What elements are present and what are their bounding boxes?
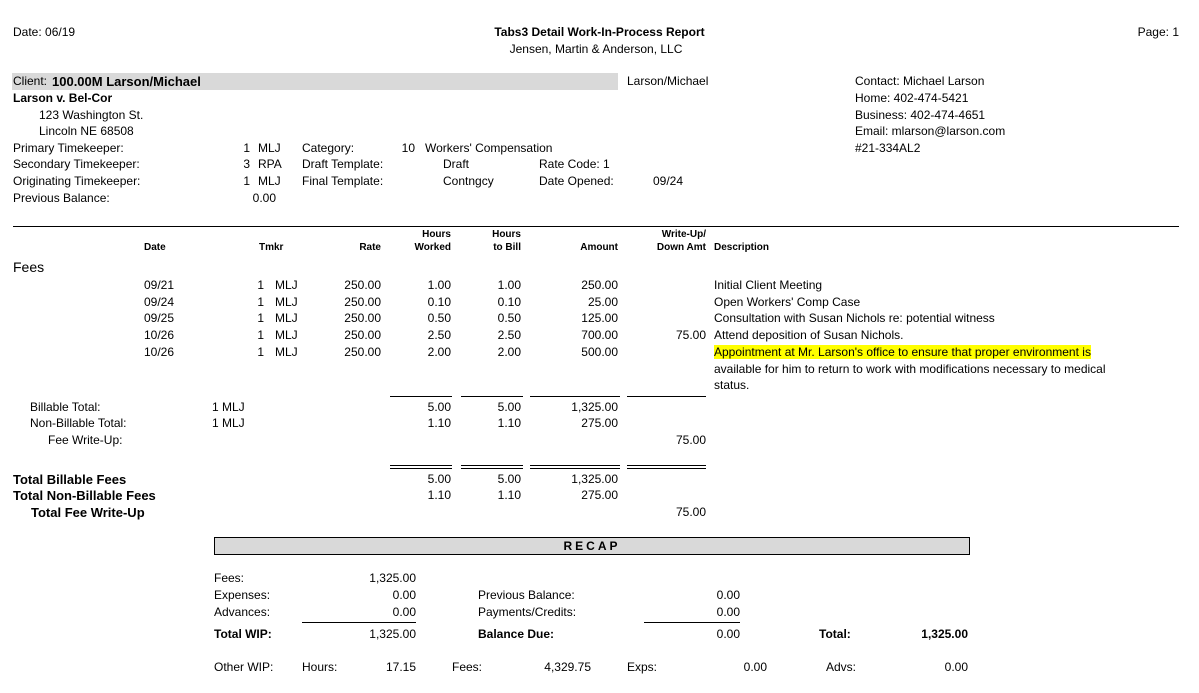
col-hours-bill-1: Hours	[492, 229, 521, 240]
other-wip-label: Other WIP:	[214, 660, 274, 674]
total-rule-amount	[530, 465, 620, 469]
contact: Contact: Michael Larson	[855, 74, 985, 88]
nonbillable-total-label: Non-Billable Total:	[30, 416, 127, 430]
fee-tk-code: MLJ	[275, 344, 298, 359]
col-writeup-2: Down Amt	[656, 242, 706, 253]
recap-balance-due-label: Balance Due:	[478, 627, 555, 641]
fee-tk-num: 1	[257, 294, 264, 309]
secondary-timekeeper-num: 3	[243, 157, 250, 171]
rate-code: Rate Code: 1	[539, 157, 610, 171]
col-amount: Amount	[580, 242, 618, 253]
fee-writeup-amount: 75.00	[675, 433, 706, 447]
total-writeup-label: Total Fee Write-Up	[31, 505, 145, 520]
fee-tk-code: MLJ	[275, 328, 298, 343]
fee-rate: 250.00	[344, 328, 381, 343]
subtotal-rule-amount	[530, 396, 620, 397]
previous-balance-label: Previous Balance:	[13, 191, 110, 205]
nonbillable-total-bill: 1.10	[497, 416, 521, 430]
col-rate: Rate	[359, 242, 381, 253]
fee-worked: 0.10	[427, 294, 451, 309]
total-billable-worked: 5.00	[427, 472, 451, 486]
fee-writeup: 75.00	[675, 328, 706, 343]
total-nonbillable-amount: 275.00	[581, 488, 618, 502]
total-billable-amount: 1,325.00	[571, 472, 618, 486]
page-number: Page: 1	[1137, 25, 1179, 39]
home-phone: Home: 402-474-5421	[855, 91, 969, 105]
billable-total-worked: 5.00	[427, 400, 451, 414]
fee-writeup-label: Fee Write-Up:	[48, 433, 123, 447]
fees-section-title: Fees	[13, 259, 45, 275]
draft-template-label: Draft Template:	[302, 157, 384, 171]
fee-amount: 125.00	[581, 311, 618, 326]
fee-rate: 250.00	[344, 278, 381, 292]
total-nonbillable-worked: 1.10	[427, 488, 451, 502]
total-rule-worked	[390, 465, 452, 469]
total-billable-label: Total Billable Fees	[13, 472, 127, 487]
fee-tk-code: MLJ	[275, 278, 298, 292]
total-nonbillable-label: Total Non-Billable Fees	[13, 488, 156, 503]
business-phone: Business: 402-474-4651	[855, 108, 986, 122]
fee-bill: 2.00	[497, 344, 521, 359]
client-name-right: Larson/Michael	[627, 74, 709, 88]
recap-total-wip: 1,325.00	[369, 627, 416, 641]
client-label: Client:	[13, 74, 48, 88]
recap-prev-balance: 0.00	[716, 588, 740, 602]
recap-wip-rule	[302, 622, 416, 623]
fee-amount: 250.00	[581, 278, 618, 292]
total-billable-bill: 5.00	[497, 472, 521, 486]
col-tmkr: Tmkr	[259, 242, 284, 253]
fee-rate: 250.00	[344, 294, 381, 309]
recap-header: RECAP	[214, 537, 970, 555]
matter-name: Larson v. Bel-Cor	[13, 91, 113, 105]
recap-total-label: Total:	[819, 627, 851, 641]
recap-expenses: 0.00	[392, 588, 416, 602]
previous-balance-value: 0.00	[252, 191, 276, 205]
other-exps-label: Exps:	[627, 660, 658, 674]
fee-worked: 2.00	[427, 344, 451, 359]
category-num: 10	[401, 141, 415, 155]
fee-desc-continued: available for him to return to work with modifications necessary to medical	[714, 361, 1106, 376]
billable-total-amount: 1,325.00	[571, 400, 618, 414]
primary-timekeeper-code: MLJ	[258, 141, 281, 155]
header-rule	[13, 226, 1179, 227]
originating-timekeeper-label: Originating Timekeeper:	[13, 174, 141, 188]
fee-desc: Attend deposition of Susan Nichols.	[714, 328, 904, 343]
fee-date: 09/21	[144, 278, 175, 292]
fee-amount: 25.00	[587, 294, 618, 309]
fee-date: 09/25	[144, 311, 175, 326]
nonbillable-total-amount: 275.00	[581, 416, 618, 430]
fee-desc: Open Workers' Comp Case	[714, 294, 861, 309]
highlighted-description: Appointment at Mr. Larson's office to ensure that proper environment is	[714, 344, 1091, 359]
fee-bill: 1.00	[497, 278, 521, 292]
billable-total-label: Billable Total:	[30, 400, 101, 414]
other-exps: 0.00	[743, 660, 767, 674]
fee-worked: 0.50	[427, 311, 451, 326]
fee-tk-num: 1	[257, 311, 264, 326]
fee-date: 09/24	[144, 294, 175, 309]
fee-amount: 500.00	[581, 344, 618, 359]
secondary-timekeeper-label: Secondary Timekeeper:	[13, 157, 140, 171]
fee-amount: 700.00	[581, 328, 618, 343]
firm-name: Jensen, Martin & Anderson, LLC	[509, 42, 683, 56]
billable-total-tk: 1 MLJ	[212, 400, 245, 414]
other-fees-label: Fees:	[452, 660, 483, 674]
report-title: Tabs3 Detail Work-In-Process Report	[494, 25, 705, 39]
total-nonbillable-bill: 1.10	[497, 488, 521, 502]
total-writeup-amount: 75.00	[675, 505, 706, 519]
fee-date: 10/26	[144, 328, 175, 343]
fee-date: 10/26	[144, 344, 175, 359]
recap-payments-label: Payments/Credits:	[478, 605, 577, 619]
fee-desc: Consultation with Susan Nichols re: potential witness	[714, 311, 995, 326]
fee-worked: 2.50	[427, 328, 451, 343]
recap-fees: 1,325.00	[369, 571, 416, 585]
final-template-value: Contngcy	[443, 174, 494, 188]
col-hours-bill-2: to Bill	[493, 242, 521, 253]
email[interactable]: Email: mlarson@larson.com	[855, 124, 1006, 138]
recap-total-wip-label: Total WIP:	[214, 627, 272, 641]
recap-fees-label: Fees:	[214, 571, 245, 585]
fee-tk-num: 1	[257, 344, 264, 359]
date-opened-value: 09/24	[653, 174, 684, 188]
fee-desc	[714, 345, 1091, 360]
subtotal-rule-worked	[390, 396, 452, 397]
fee-rate: 250.00	[344, 344, 381, 359]
nonbillable-total-tk: 1 MLJ	[212, 416, 245, 430]
fee-desc-continued: status.	[714, 378, 750, 393]
col-hours-worked-1: Hours	[422, 229, 451, 240]
category-label: Category:	[302, 141, 355, 155]
col-writeup-1: Write-Up/	[661, 229, 706, 240]
other-hours: 17.15	[385, 660, 416, 674]
fee-worked: 1.00	[427, 278, 451, 292]
address-line-1: 123 Washington St.	[39, 108, 144, 122]
fee-tk-code: MLJ	[275, 311, 298, 326]
fee-bill: 2.50	[497, 328, 521, 343]
primary-timekeeper-label: Primary Timekeeper:	[13, 141, 124, 155]
fee-rate: 250.00	[344, 311, 381, 326]
primary-timekeeper-num: 1	[243, 141, 250, 155]
recap-balance-rule	[644, 622, 740, 623]
fee-tk-code: MLJ	[275, 294, 298, 309]
recap-total: 1,325.00	[921, 627, 968, 641]
recap-balance-due: 0.00	[716, 627, 740, 641]
secondary-timekeeper-code: RPA	[258, 157, 282, 171]
final-template-label: Final Template:	[302, 174, 384, 188]
client-id-name: 100.00M Larson/Michael	[52, 74, 201, 89]
date-opened-label: Date Opened:	[539, 174, 614, 188]
category-name: Workers' Compensation	[425, 141, 553, 155]
reference-number: #21-334AL2	[855, 141, 921, 155]
total-rule-writeup	[627, 465, 706, 469]
draft-template-value: Draft	[443, 157, 470, 171]
subtotal-rule-bill	[461, 396, 523, 397]
recap-payments: 0.00	[716, 605, 740, 619]
other-advs-label: Advs:	[826, 660, 857, 674]
recap-prev-balance-label: Previous Balance:	[478, 588, 575, 602]
col-date: Date	[144, 242, 166, 253]
other-advs: 0.00	[944, 660, 968, 674]
originating-timekeeper-code: MLJ	[258, 174, 281, 188]
subtotal-rule-writeup	[627, 396, 706, 397]
fee-bill: 0.50	[497, 311, 521, 326]
other-fees: 4,329.75	[544, 660, 591, 674]
report-date: Date: 06/19	[13, 25, 76, 39]
other-hours-label: Hours:	[302, 660, 338, 674]
col-hours-worked-2: Worked	[414, 242, 451, 253]
recap-advances: 0.00	[392, 605, 416, 619]
nonbillable-total-worked: 1.10	[427, 416, 451, 430]
recap-advances-label: Advances:	[214, 605, 271, 619]
address-line-2: Lincoln NE 68508	[39, 124, 134, 138]
recap-expenses-label: Expenses:	[214, 588, 271, 602]
billable-total-bill: 5.00	[497, 400, 521, 414]
fee-tk-num: 1	[257, 328, 264, 343]
col-description: Description	[714, 242, 770, 253]
originating-timekeeper-num: 1	[243, 174, 250, 188]
fee-desc: Initial Client Meeting	[714, 278, 823, 292]
fee-tk-num: 1	[257, 278, 264, 292]
total-rule-bill	[461, 465, 523, 469]
fee-bill: 0.10	[497, 294, 521, 309]
